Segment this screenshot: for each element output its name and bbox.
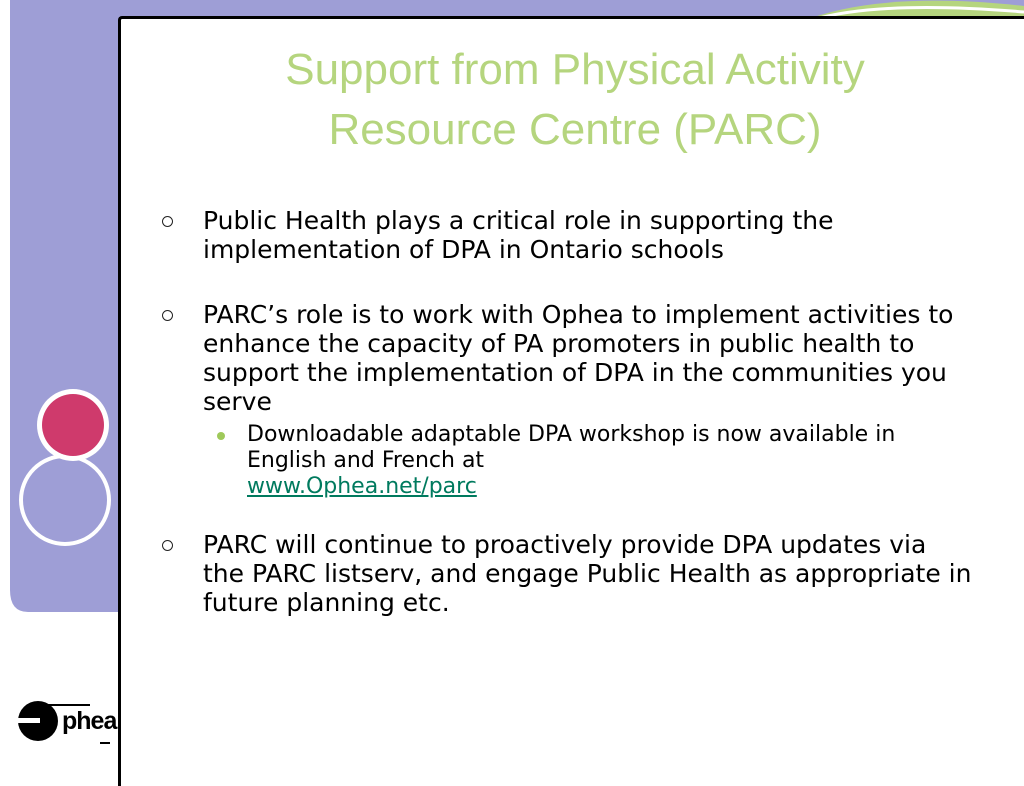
sub-bullet-text: Downloadable adaptable DPA workshop is now available in English and French at [247, 422, 896, 473]
bullet-text: Public Health plays a critical role in supporting the implementation of DPA in Ontario schools [203, 206, 834, 264]
bullet-item-public-health [162, 206, 974, 264]
bullet-text: PARC will continue to proactively provide DPA updates via the PARC listserv, and engage Public Health as appropriate in future planning etc. [203, 530, 972, 617]
pink-dot [42, 394, 104, 456]
dot-bullet-icon [217, 432, 225, 440]
title-line-2: Resource Centre (PARC) [328, 105, 822, 154]
ophea-parc-link[interactable]: www.Ophea.net/parc [247, 474, 477, 499]
ring-bullet-icon [162, 216, 173, 227]
bullet-item-parc-updates [162, 530, 974, 617]
ophea-logo-text: phea [62, 707, 117, 735]
sub-bullet-list [203, 422, 974, 500]
bullet-item-parc-role [162, 300, 974, 500]
ring-bullet-icon [162, 310, 173, 321]
title-line-1: Support from Physical Activity [285, 45, 865, 94]
ring-bullet-icon [162, 540, 173, 551]
bullet-list [162, 206, 974, 653]
bullet-text: PARC’s role is to work with Ophea to implement activities to enhance the capacity of PA promoters in public health to support the implementation of DPA in the communities you serve [203, 300, 954, 416]
sub-bullet-workshop [203, 422, 974, 500]
slide-title [175, 40, 975, 160]
ophea-logo [16, 696, 117, 746]
